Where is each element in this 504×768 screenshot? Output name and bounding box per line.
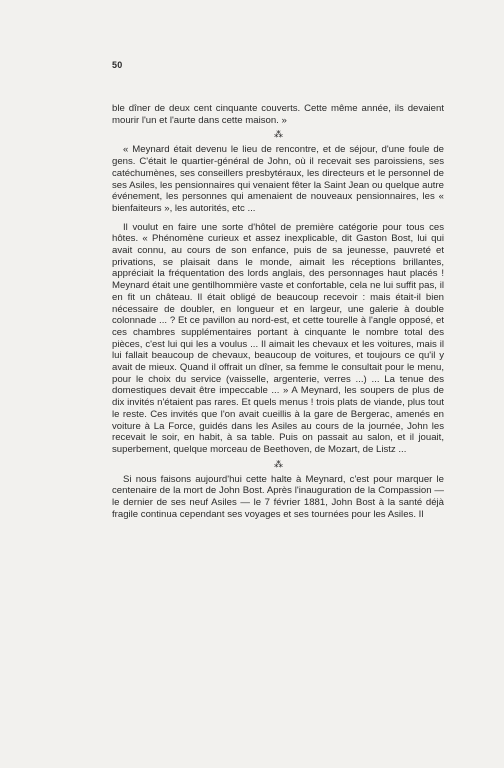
section-separator: ⁂ xyxy=(274,129,282,140)
paragraph-hotel-description: Il voulut en faire une sorte d'hôtel de première catégorie pour tous ces hôtes. « Phénomène curieux et assez inexplicable, dit Gaston Bost, lui qui avait connu, au cours de son enfance, puis de sa jeunesse, pauvreté et privations, se plaisait dans le monde, aimait les réceptions brillantes, appréciait la fréquentation des lords anglais, des personnages haut placés ! Meynard était une gentilhommière vaste et confortable, cela ne lui suffit pas, il en fit un château. Il était obligé de beaucoup recevoir : mais était-il bien nécessaire de doubler, en longueur et en largeur, une galerie à double colonnade ... ? Et ce pavillon au nord-est, et cette tourelle à l'angle opposé, et ces chambres supplémentaires portant à cinquante le nombre total des pièces, c'est lui qui les a voulus ... Il aimait les chevaux et les voitures, mais il lui fallait beaucoup de chevaux, beaucoup de voitures, et toujours ce qu'il y avait de mieux. Quand il offrait un dîner, sa femme le consultait pour le menu, pour le choix du service (vaisselle, argenterie, verres ...) ... La tenue des domestiques devait être impeccable ... » A Meynard, les soupers de plus de dix invités n'étaient pas rares. Et quels menus ! trois plats de viande, plus tout le reste. Ces invités que l'on avait cueillis à la gare de Bergerac, amenés en voiture à La Force, guidés dans les Asiles au cours de la journée, John les recevait le soir, en habit, à sa table. Puis on passait au salon, et il jouait, superbement, quelque morceau de Beethoven, de Mozart, de Listz ... xyxy=(112,221,444,455)
page-number: 50 xyxy=(112,60,123,70)
section-separator: ⁂ xyxy=(274,458,282,469)
paragraph-meynard-meeting-place: « Meynard était devenu le lieu de rencontre, et de séjour, d'une foule de gens. C'était le quartier-général de John, où il recevait ses paroissiens, ses catéchumènes, ses conseillers presbytéraux, les directeurs et le personnel de ses Asiles, les pensionnaires qui venaient fêter la Saint Jean ou quelque autre événement, les personnes qui amenaient de nouveaux pensionnaires, les « bienfaiteurs », les autorités, etc ... xyxy=(112,144,444,214)
paragraph-continuation: ble dîner de deux cent cinquante couverts. Cette même année, ils devaient mourir l'un et l'aurte dans cette maison. » xyxy=(112,103,444,126)
paragraph-centenary: Si nous faisons aujourd'hui cette halte à Meynard, c'est pour marquer le centenaire de la mort de John Bost. Après l'inauguration de la Compassion — le dernier de ses neuf Asiles — le 7 février 1881, John Bost à la santé déjà fragile continua cependant ses voyages et ses tournées pour les Asiles. Il xyxy=(112,473,444,520)
body-text xyxy=(112,103,444,521)
paragraph-gap xyxy=(112,215,444,222)
